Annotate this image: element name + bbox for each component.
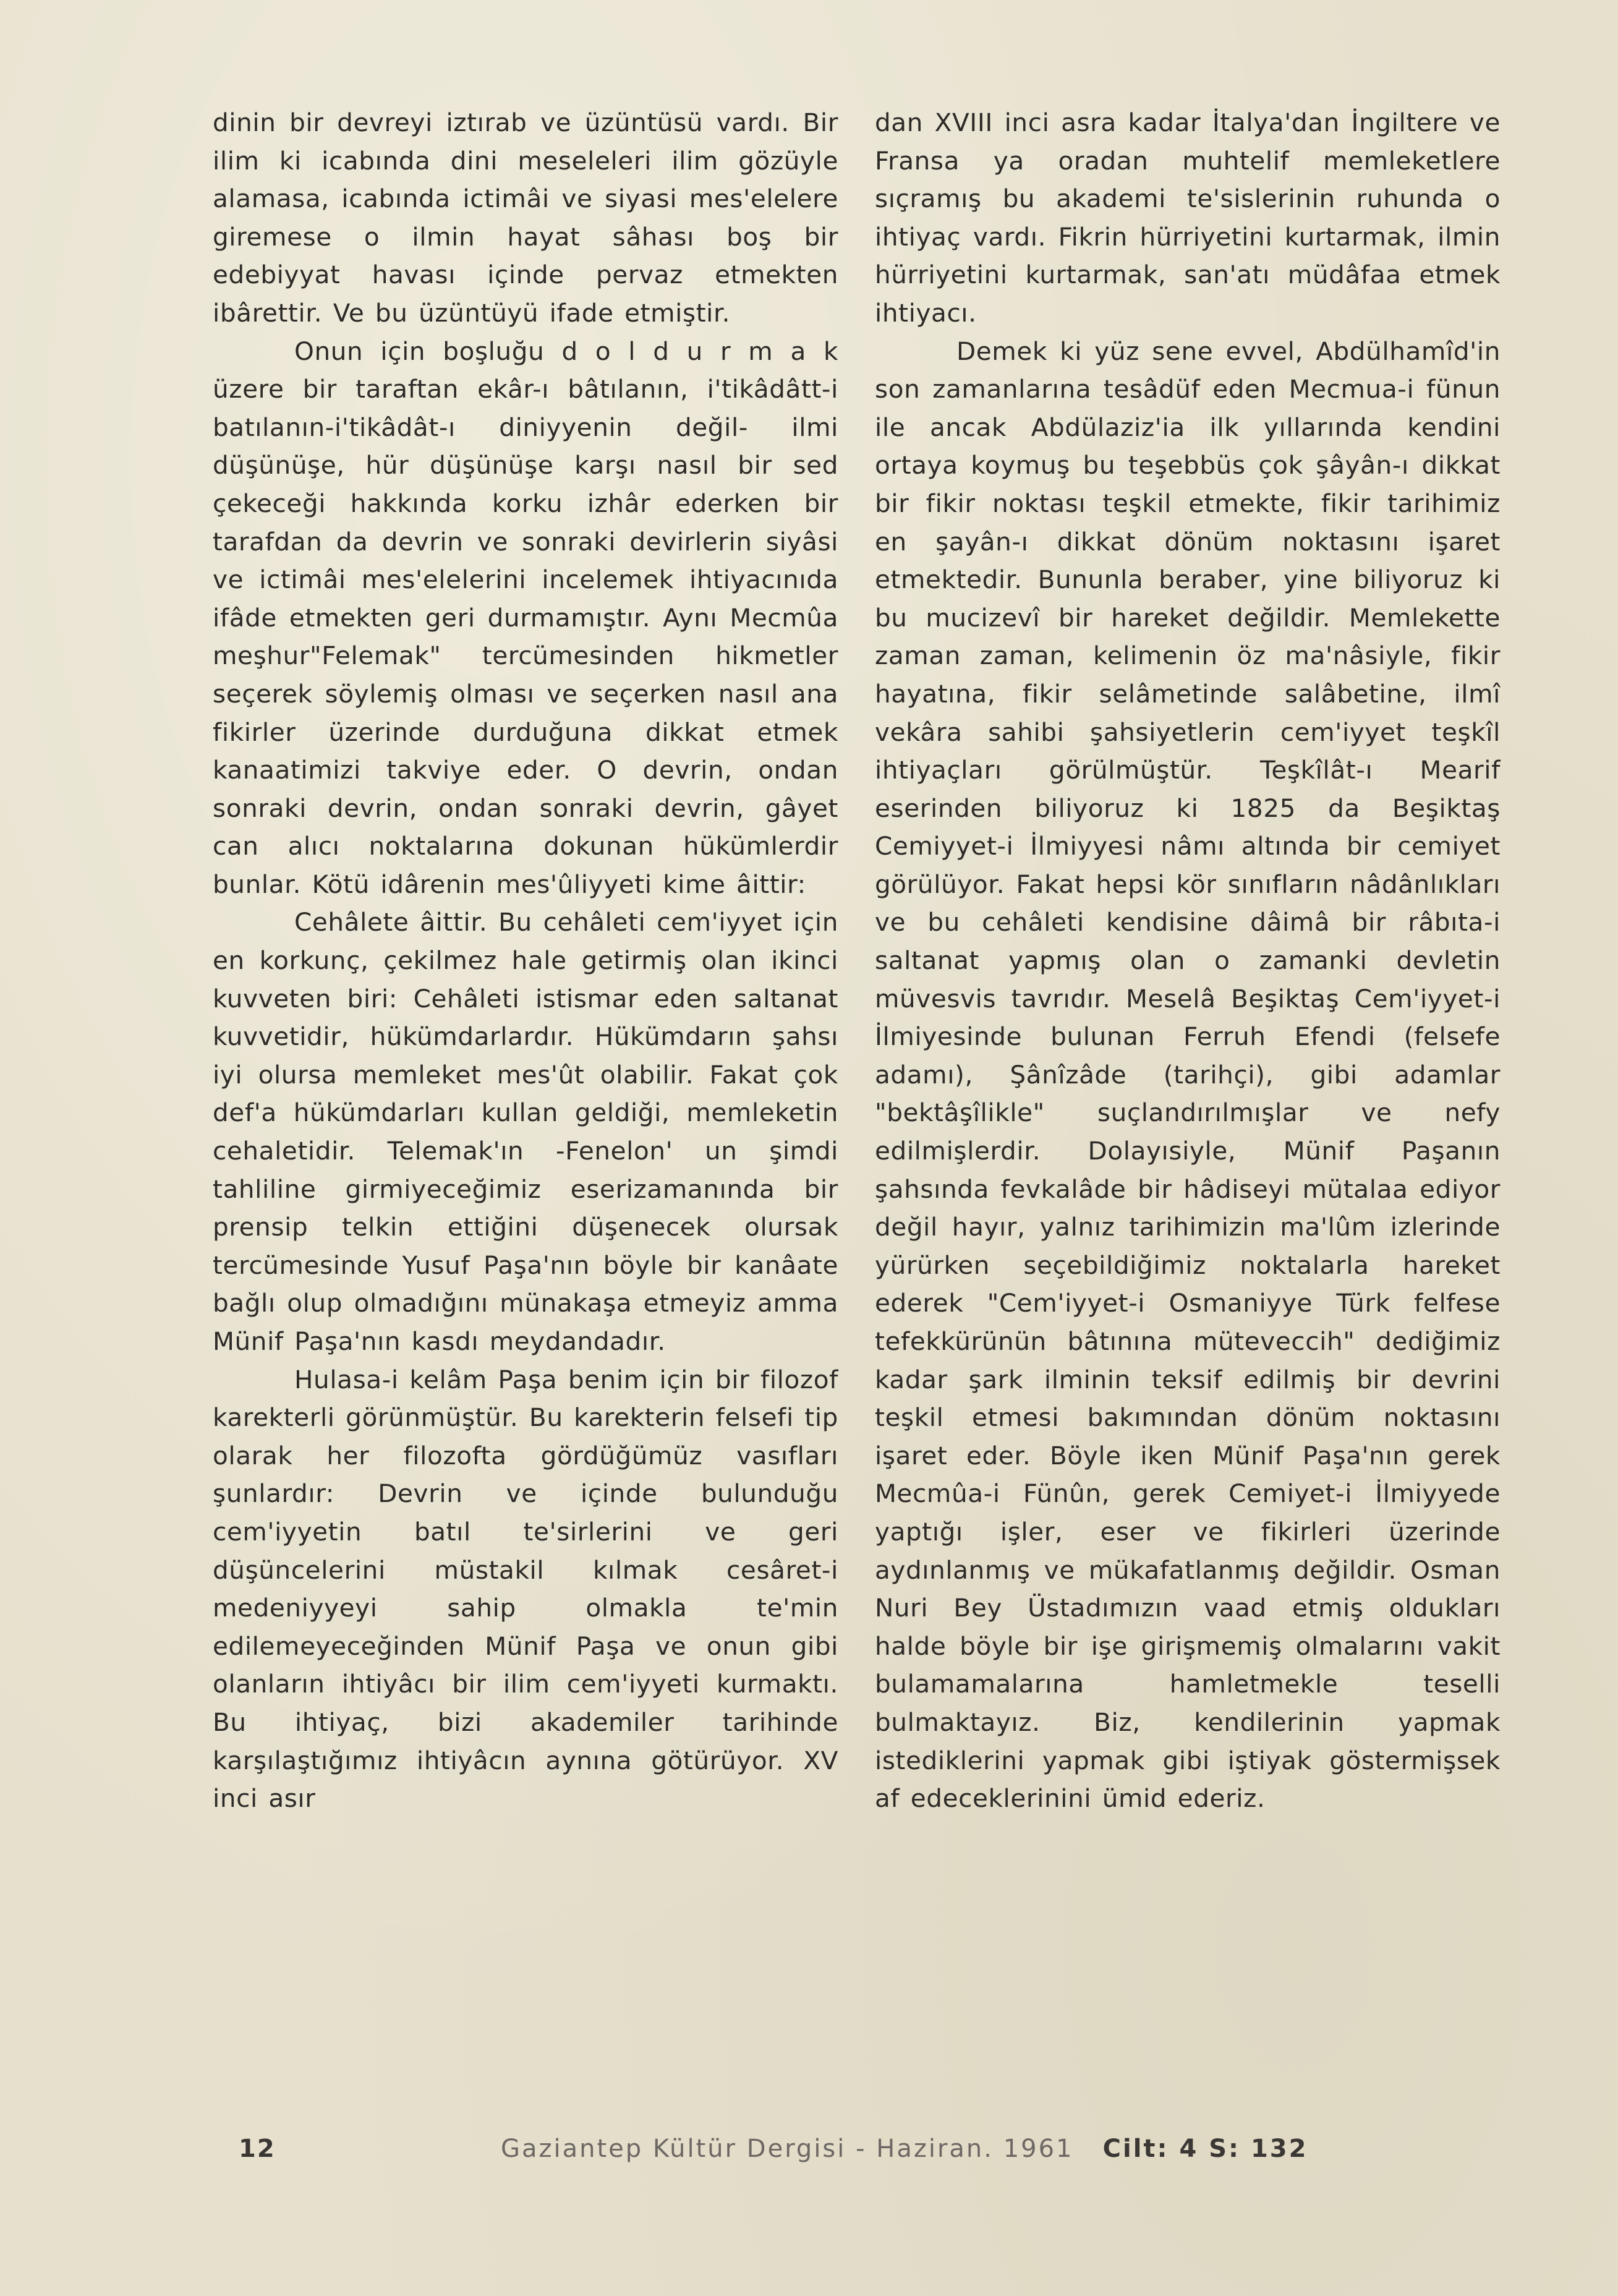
page-footer — [0, 2135, 1618, 2172]
paragraph: dinin bir devreyi iztırab ve üzüntüsü vardı. Bir ilim ki icabında dini meseleleri ilim gözüyle alamasa, icabında ictimâi ve siyasi mes'elelere giremese o ilmin hayat sâhası boş bir edebiyyat havası içinde pervaz etmekten ibârettir. Ve bu üzüntüyü ifade etmiştir. — [213, 108, 838, 328]
paragraph: dan XVIII inci asra kadar İtalya'dan İngiltere ve Fransa ya oradan muhtelif memleketlere sıçramış bu akademi te'sislerinin ruhunda o ihtiyaç vardı. Fikrin hürriyetini kurtarmak, ilmin hürriyetini kurtarmak, san'atı müdâfaa etmek ihtiyacı. — [875, 108, 1501, 328]
volume-issue: Cilt: 4 S: 132 — [1102, 2135, 1308, 2163]
paragraph: Demek ki yüz sene evvel, Abdülhamîd'in son zamanlarına tesâdüf eden Mecmua-i fünun ile ancak Abdülaziz'ia ilk yıllarında kendini ortaya koymuş bu teşebbüs çok şâyân-ı dikkat bir fikir noktası teşkil etmekte, fikir tarihimiz en şayân-ı dikkat dönüm noktasını işaret etmektedir. Bununla beraber, yine biliyoruz ki bu mucizevî bir hareket değildir. Memlekette zaman zaman, kelimenin öz ma'nâsiyle, fikir hayatına, fikir selâmetinde salâbetine, ilmî vekâra sahibi şahsiyetlerin cem'iyyet teşkîl ihtiyaçları görülmüştür. Teşkîlât-ı Mearif eserinden biliyoruz ki 1825 da Beşiktaş Cemiyyet-i İlmiyyesi nâmı altında bir cemiyet görülüyor. Fakat hepsi kör sınıfların nâdânlıkları ve bu cehâleti kendisine dâimâ bir râbıta-i saltanat yapmış olan o zamanki devletin müvesvis tavrıdır. Meselâ Beşiktaş Cem'iyyet-i İlmiyesinde bulunan Ferruh Efendi (felsefe adamı), Şânîzâde (tarihçi), gibi adamlar "bektâşîlikle" suçlandırılmışlar ve nefy edilmişlerdir. Dolayısiyle, Münif Paşanın şahsında fevkalâde bir hâdiseyi mütalaa ediyor değil hayır, yalnız tarihimizin ma'lûm izlerinde yürürken seçebildiğimiz noktalarla hareket ederek "Cem'iyyet-i Osmaniyye Türk felfese tefekkürünün bâtınına müteveccih" dediğimiz kadar şark ilminin teksif edilmiş bir devrini teşkil etmesi bakımından dönüm noktasını işaret eder. Böyle iken Münif Paşa'nın gerek Mecmûa-i Fünûn, gerek Cemiyet-i İlmiyyede yaptığı işler, eser ve fikirleri üzerinde aydınlanmış ve mükafatlanmış değildir. Osman Nuri Bey Üstadımızın vaad etmiş oldukları halde böyle bir işe girişmemiş olmalarını vakit bulamamalarına hamletmekle teselli bulmaktayız. Biz, kendilerinin yapmak istediklerini yapmak gibi iştiyak göstermişsek af edeceklerinini ümid ederiz. — [875, 336, 1501, 1814]
page-number: 12 — [239, 2135, 276, 2163]
paragraph: Hulasa-i kelâm Paşa benim için bir filozof karekterli görünmüştür. Bu karekterin felsefi tip olarak her filozofta gördüğümüz vasıfları şunlardır: Devrin ve içinde bulunduğu cem'iyyetin batıl te'sirlerini ve geri düşüncelerini müstakil kılmak cesâret-i medeniyyeyi sahip olmakla te'min edilemeyeceğinden Münif Paşa ve onun gibi olanların ihtiyâcı bir ilim cem'iyyeti kurmaktı. Bu ihtiyaç, bizi akademiler tarihinde karşılaştığımız ihtiyâcın aynına götürüyor. XV inci asır — [213, 1364, 838, 1814]
paragraph: Cehâlete âittir. Bu cehâleti cem'iyyet için en korkunç, çekilmez hale getirmiş olan ikinci kuvveten biri: Cehâleti istismar eden saltanat kuvvetidir, hükümdarlardır. Hükümdarın şahsı iyi olursa memleket mes'ût olabilir. Fakat çok def'a hükümdarları kullan geldiği, memleketin cehaletidir. Telemak'ın -Fenelon' un şimdi tahliline girmiyeceğimiz eserizamanında bir prensip telkin ettiğini düşenecek olursak tercümesinde Yusuf Paşa'nın böyle bir kanâate bağlı olup olmadığını münakaşa etmeyiz amma Münif Paşa'nın kasdı meydandadır. — [213, 907, 838, 1356]
left-column — [213, 104, 838, 1818]
journal-citation — [501, 2135, 1308, 2163]
right-column — [875, 104, 1501, 1818]
journal-title: Gaziantep Kültür Dergisi - Haziran. 1961 — [501, 2135, 1074, 2163]
paragraph: Onun için boşluğu d o l d u r m a k üzere bir taraftan ekâr-ı bâtılanın, i'tikâdâtt-i batılanın-i'tikâdât-ı diniyyenin değil- ilmi düşünüşe, hür düşünüşe karşı nasıl bir sed çekeceği hakkında korku izhâr ederken bir tarafdan da devrin ve sonraki devirlerin siyâsi ve ictimâi mes'elelerini incelemek ihtiyacınıda ifâde etmekten geri durmamıştır. Aynı Mecmûa meşhur"Felemak" tercümesinden hikmetler seçerek söylemiş olması ve seçerken nasıl ana fikirler üzerinde durduğuna dikkat etmek kanaatimizi takviye eder. O devrin, ondan sonraki devrin, ondan sonraki devrin, gâyet can alıcı noktalarına dokunan hükümlerdir bunlar. Kötü idârenin mes'ûliyyeti kime âittir: — [213, 336, 838, 899]
